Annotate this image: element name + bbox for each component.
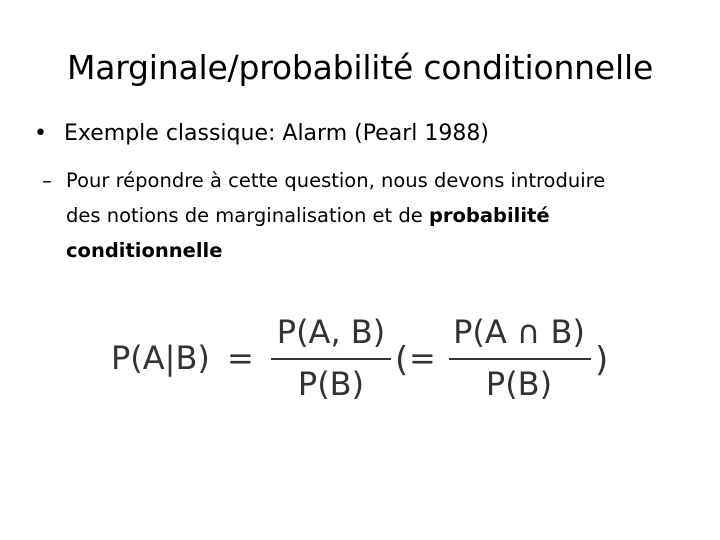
bullet-marker: • (34, 121, 47, 146)
formula-denominator-1: P(B) (297, 365, 365, 403)
conditional-probability-formula (105, 305, 625, 415)
formula-paren-close: ) (595, 340, 609, 380)
formula-denominator-2: P(B) (485, 365, 553, 403)
formula-equals-1: = (227, 339, 254, 377)
bullet-sub-line-2 (42, 198, 712, 233)
bullet-sub (42, 163, 712, 268)
formula-graphic (105, 305, 625, 415)
formula-numerator-2: P(A ∩ B) (453, 313, 585, 351)
bullet-sub-line1-text: Pour répondre à cette question, nous devons introduire (66, 169, 606, 192)
formula-equals-2: = (409, 339, 436, 377)
slide-title: Marginale/probabilité conditionnelle (66, 48, 654, 87)
sub-bullet-marker: – (42, 169, 52, 192)
bullet-sub-line-3 (42, 233, 712, 268)
bullet-sub-line2-text: des notions de marginalisation et de (66, 204, 429, 227)
bullet-sub-bold-term-1: probabilité (428, 204, 550, 227)
bullet-main (34, 118, 704, 150)
formula-lhs: P(A|B) (111, 339, 210, 377)
bullet-main-text: Exemple classique: Alarm (Pearl 1988) (64, 121, 489, 146)
formula-paren-open: ( (395, 340, 409, 380)
bullet-sub-bold-term-2: conditionnelle (66, 239, 223, 262)
bullet-sub-line-1 (42, 163, 712, 198)
formula-numerator-1: P(A, B) (276, 313, 386, 351)
